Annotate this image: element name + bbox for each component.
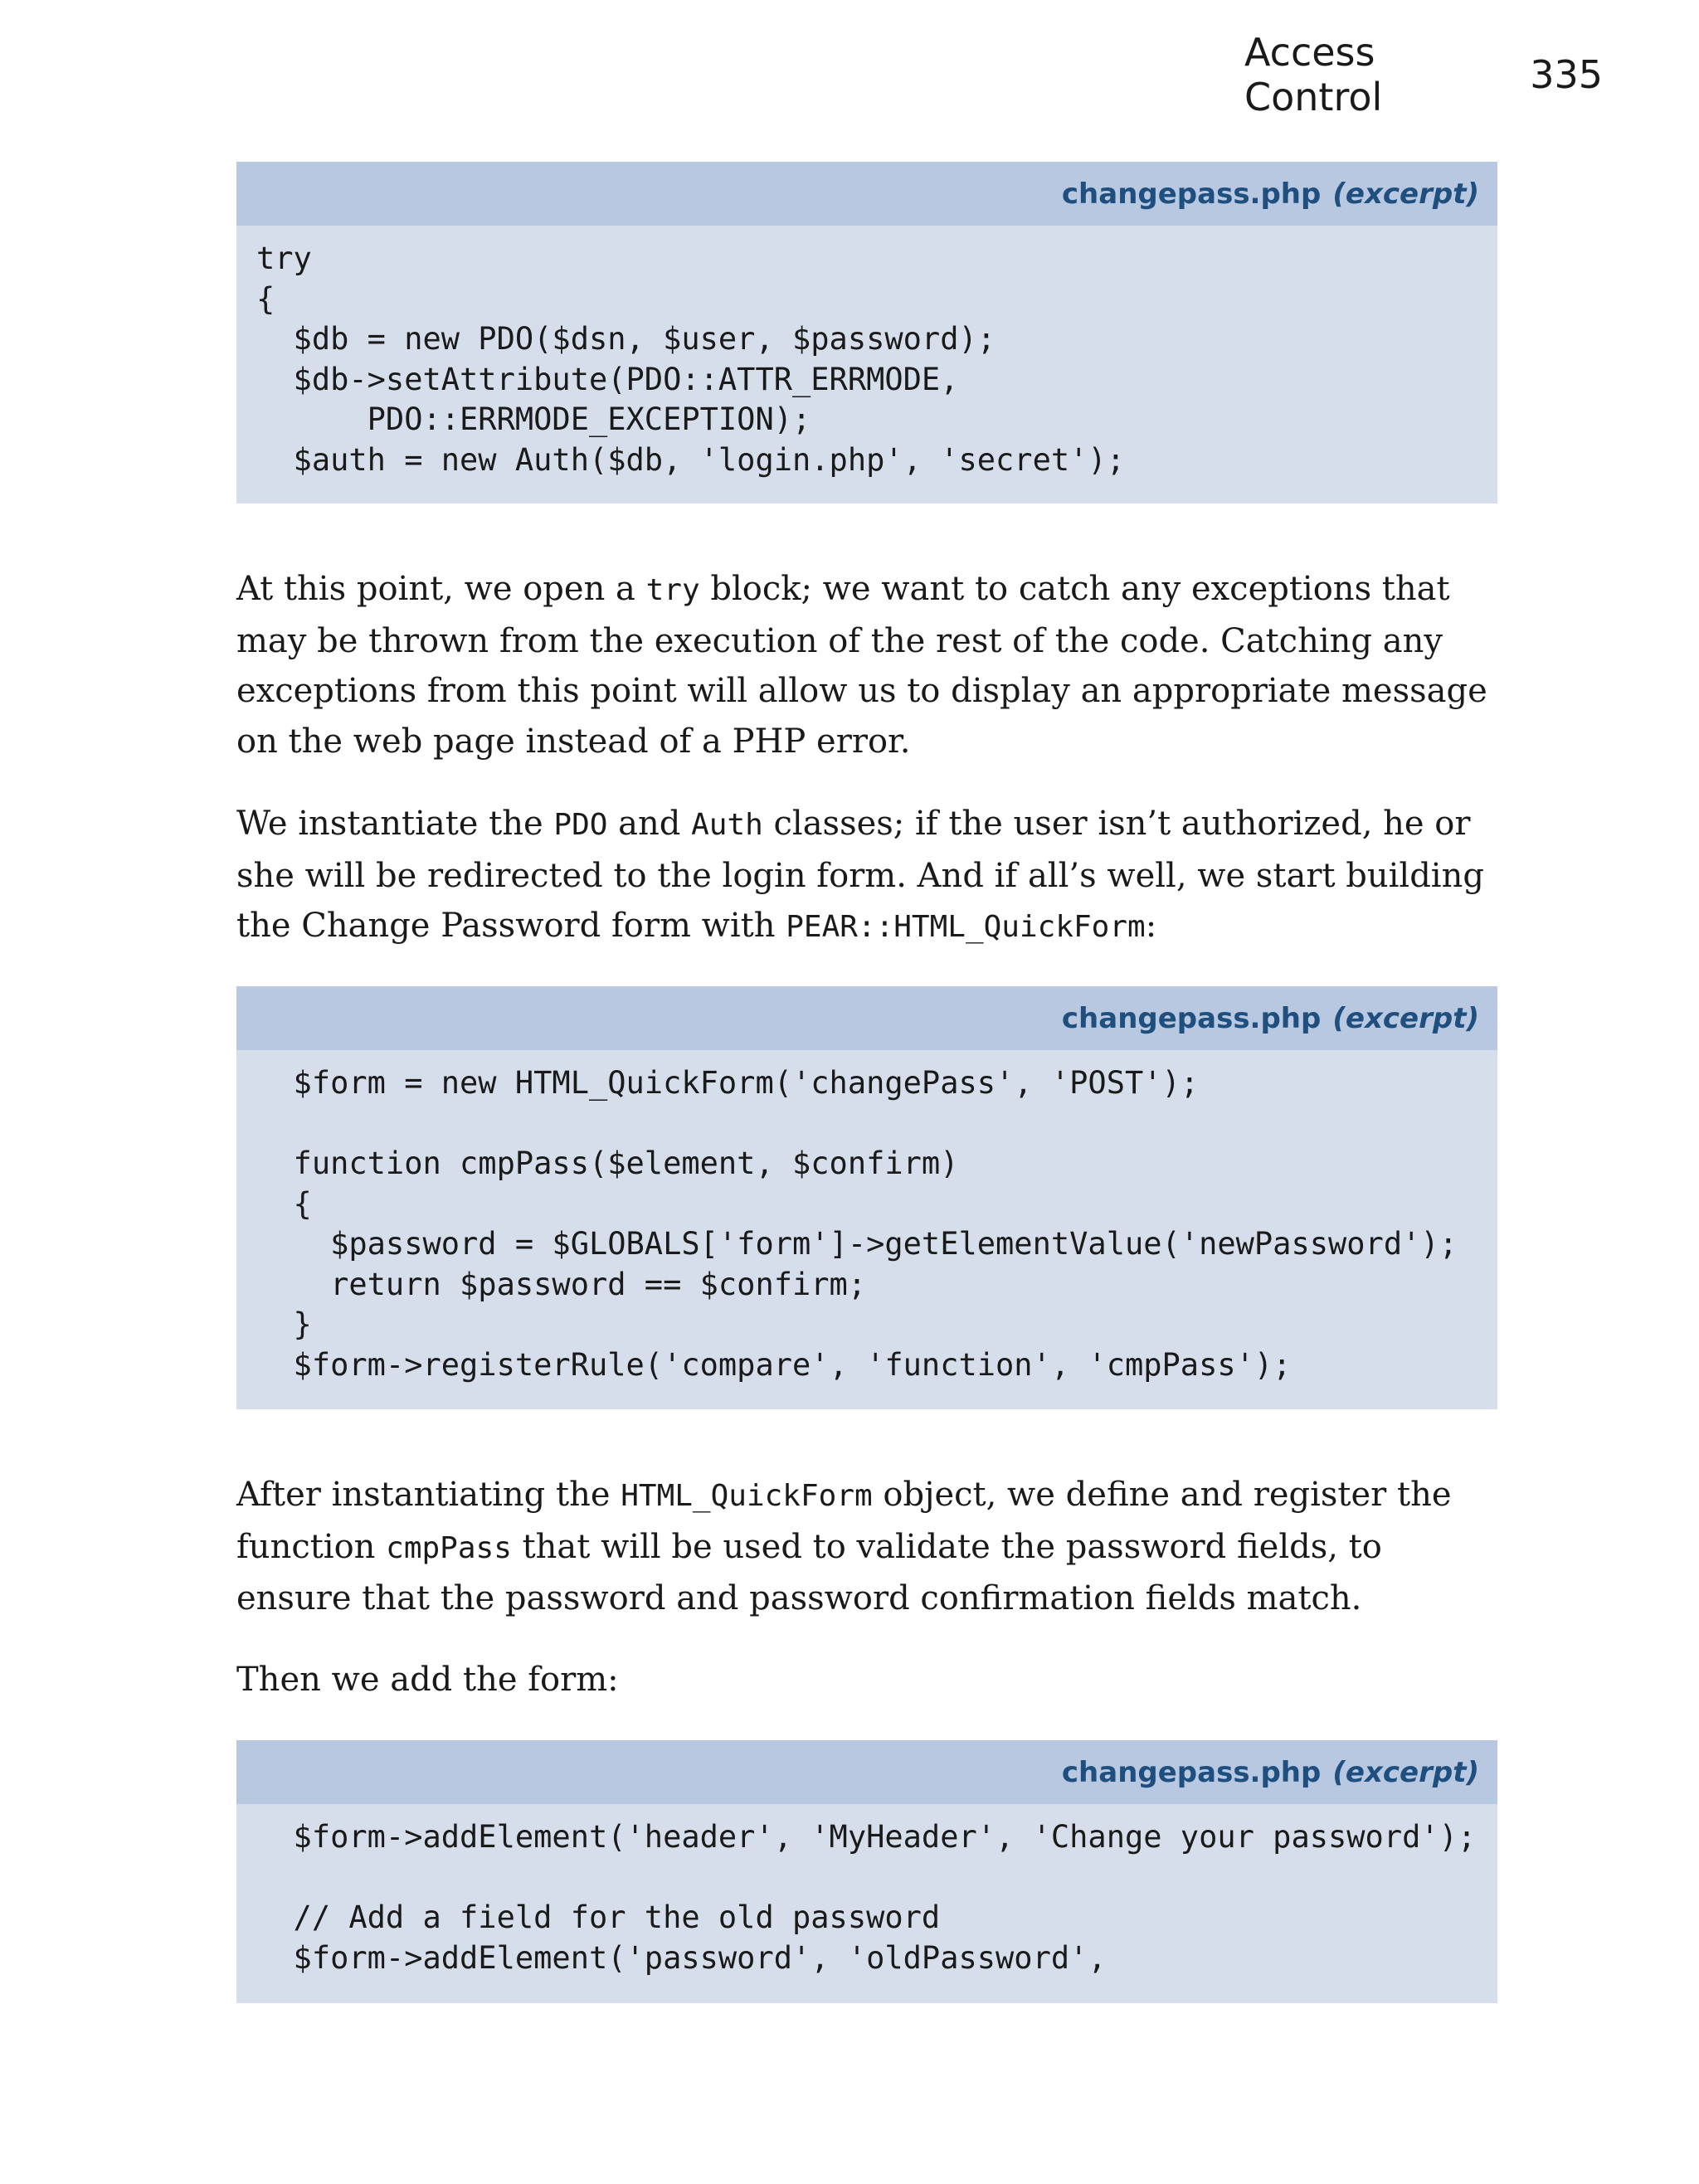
code-caption	[236, 986, 1497, 1050]
code-listing: $form->addElement('header', 'MyHeader', 'Change your password'); // Add a field for the old password $form->addElement('password', 'oldPassword',	[293, 1819, 1477, 1976]
code-excerpt-note: (excerpt)	[1332, 1755, 1479, 1789]
page-number: 335	[1530, 52, 1603, 97]
chapter-title: Access Control	[1244, 30, 1383, 119]
inline-code: HTML_QuickForm	[621, 1479, 873, 1513]
code-block-3	[236, 1740, 1497, 2003]
code-listing: try { $db = new PDO($dsn, $user, $password); $db->setAttribute(PDO::ATTR_ERRMODE, PDO::ERRMODE_EXCEPTION); $auth = new Auth($db, 'login.php', 'secret');	[256, 241, 1125, 478]
code-block-1	[236, 162, 1497, 503]
code-listing: $form = new HTML_QuickForm('changePass', 'POST'); function cmpPass($element, $confirm) { $password = $GLOBALS['form']->getElementValue('newPassword'); return $password == $confirm; } $form->registerRule('compare', 'function', 'cmpPass');	[293, 1065, 1458, 1383]
paragraph-3: After instantiating the HTML_QuickForm object, we define and register the function cmpPass that will be used to validate the password fields, to ensure that the password and password confirmation fields match.	[236, 1476, 1452, 1617]
inline-code: Auth	[691, 808, 763, 842]
code-filename: changepass.php	[1061, 1001, 1322, 1035]
paragraph-4: Then we add the form:	[236, 1661, 619, 1699]
code-block-2	[236, 986, 1497, 1409]
paragraph-1: At this point, we open a try block; we want to catch any exceptions that may be thrown from the execution of the rest of the code. Catching any exceptions from this point will allow us to display an appropriate message on the web page instead of a PHP error.	[236, 570, 1487, 761]
code-excerpt-note: (excerpt)	[1332, 177, 1479, 211]
code-caption	[236, 1740, 1497, 1804]
code-caption	[236, 162, 1497, 226]
code-filename: changepass.php	[1061, 1755, 1322, 1789]
inline-code: cmpPass	[386, 1530, 512, 1565]
code-filename: changepass.php	[1061, 177, 1322, 211]
inline-code: PEAR::HTML_QuickForm	[786, 910, 1146, 944]
inline-code: try	[645, 573, 700, 607]
inline-code: PDO	[553, 808, 608, 842]
running-head	[1244, 30, 1603, 119]
paragraph-2: We instantiate the PDO and Auth classes; if the user isn’t authorized, he or she will be redirected to the login form. And if all’s well, we start building the Change Password form with PEAR::HTML_QuickForm:	[236, 805, 1484, 945]
code-excerpt-note: (excerpt)	[1332, 1001, 1479, 1035]
